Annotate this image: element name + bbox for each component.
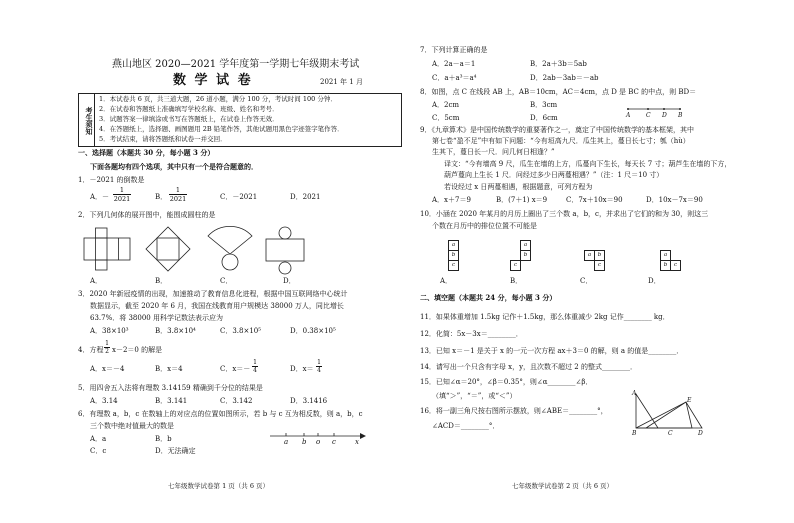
q2-label-a: A． (90, 277, 103, 285)
exam-date: 2021 年 1 月 (320, 78, 363, 86)
q7-option-c: C．a＋a³＝a⁴ (432, 74, 477, 82)
q9-option-a: A．x＋7＝9 (432, 196, 471, 204)
q5-option-b: B．3.141 (155, 397, 188, 405)
q10-label-b: B． (510, 277, 523, 285)
q1-denominator: 2021 (169, 195, 187, 203)
q10-line: 10．小涵在 2020 年某月的月历上圈出了三个数 a，b，c，并求出了它们的和为 30，则这三 (420, 210, 709, 218)
q8-point-c: C (646, 112, 651, 119)
notes-label: 考生须知 (79, 94, 95, 146)
q14: 14．请写出一个只含有字母 x，y，且次数不超过 2 的整式________． (420, 363, 637, 371)
q12: 12．化简：5x－3x＝________． (420, 330, 523, 338)
q1-numerator: 1 (175, 186, 181, 194)
note-item: 4．在答题纸上，选择题、画图题用 2B 铅笔作答，其他试题用黑色字迹签字笔作答． (99, 125, 344, 133)
q4-fraction-c: 1 4 (253, 359, 257, 374)
axis-label-a: a (284, 438, 289, 446)
note-item: 1．本试卷共 6 页，共三道大题，26 道小题，满分 100 分，考试时间 100 分钟． (99, 95, 337, 103)
q16-point-e: E (687, 397, 692, 404)
q4-fraction-d: 1 4 (317, 359, 321, 374)
q10-label-d: D． (648, 277, 661, 285)
section1-intro: 下面各题均有四个选项，其中只有一个是符合题意的． (90, 162, 258, 171)
q6-option-c: C．c (90, 447, 107, 455)
axis-label-o: o (316, 438, 321, 446)
q2-stem: 2．下列几何体的展开图中，能围成圆柱的是 (78, 211, 216, 219)
q4-option-d: D．x＝ (290, 365, 314, 373)
q8-option-c: C．5cm (432, 114, 460, 122)
section2-title: 二、填空题（本题共 24 分，每小题 3 分） (420, 293, 557, 302)
q6-line: 三个数中绝对值最大的数是 (90, 422, 174, 430)
q15-line2: （填“＞”，“＝”，或“＜”） (432, 392, 517, 400)
q2-label-d: D． (283, 277, 296, 285)
q9-line: 若设经过 x 日两蔓相遇，根据题意，可列方程为 (444, 183, 593, 191)
q8-option-d: D．6cm (530, 114, 558, 122)
q1-fraction-a (113, 186, 131, 203)
q1-stem: 1．－2021 的倒数是 (78, 176, 145, 184)
q2-figure-a (82, 226, 134, 274)
q5-option-a: A．3.14 (90, 397, 118, 405)
q3-option-c: C．3.8×10⁵ (220, 327, 262, 335)
q5-option-c: C．3.142 (220, 397, 253, 405)
subject-title: 数 学 试 卷 (173, 73, 253, 88)
q3-line: 数据显示，截至 2020 年 6 月，我国在线教育用户规模达 38000 万人，同比增长 (90, 302, 344, 310)
q4-fraction: 1 2 (105, 340, 109, 355)
q1-option-c: C．－2021 (220, 193, 258, 201)
q9-line: 第七卷“盈不足”中有如下问题：“今有垣高九尺．瓜生其上，蔓日长七寸；瓠（hù） (432, 137, 690, 145)
q2-label-c: C． (220, 277, 233, 285)
q3-option-a: A．38×10³ (90, 327, 129, 335)
q1-fraction-b (169, 186, 187, 203)
q2-figure-b (143, 226, 195, 274)
q8-point-d: D (662, 112, 667, 119)
q1-option-a: A．－ (90, 193, 110, 201)
q3-line: 3．2020 年新冠疫情的出现，加速推动了教育信息化进程，根据中国互联网络中心统计 (78, 290, 348, 298)
q9-line: 生其下，蔓日长一尺．问几何日相逢？” (432, 148, 555, 156)
q8-stem: 8．如图，点 C 在线段 AB 上，AB＝10cm，AC＝4cm，点 D 是 BC 的中点，则 BD＝ (420, 88, 697, 96)
q1-option-d: D．2021 (290, 193, 321, 201)
q6-line: 6．有理数 a，b，c 在数轴上的对应点的位置如图所示，若 b 与 c 互为相反数，则 a，b，c (78, 410, 363, 418)
q7-stem: 7．下列计算正确的是 (420, 46, 488, 54)
q8-option-b: B．3cm (530, 101, 558, 109)
exam-title: 燕山地区 2020—2021 学年度第一学期七年级期末考试 (112, 59, 360, 70)
q1-option-b: B． (155, 193, 168, 201)
q8-option-a: A．2cm (432, 101, 460, 109)
q16-point-a: A (632, 390, 637, 397)
q4-stem-post: x－2＝0 的解是 (112, 346, 163, 354)
q6-option-d: D．无法确定 (155, 447, 196, 455)
q3-option-d: D．0.38×10⁵ (290, 327, 336, 335)
q9-option-d: D．10x－7x＝90 (646, 196, 703, 204)
q15-line1: 15．已知∠α＝20°，∠β＝0.35°，则∠α________∠β． (420, 378, 593, 386)
exam-notes-box (78, 93, 402, 147)
q2-label-b: B． (155, 277, 168, 285)
q4-option-a: A．x＝－4 (90, 365, 125, 373)
q10-label-a: A． (440, 277, 453, 285)
q9-line: 译文：“今有墙高 9 尺，瓜生在墙的上方，瓜蔓向下生长，每天长 7 寸；葫芦生在墙的下方， (444, 160, 732, 168)
q16-point-c: C (668, 430, 673, 437)
q3-line: 63.7%．将 38000 用科学记数法表示应为 (90, 314, 223, 322)
q1-denominator: 2021 (113, 195, 131, 203)
q6-option-a: A．a (90, 435, 107, 443)
q5-stem: 5．用四舍五入法将有理数 3.14159 精确到千分位的结果是 (78, 384, 263, 392)
q16-point-b: B (632, 430, 637, 437)
q16-point-d: D (698, 430, 703, 437)
q2-figure-c (200, 224, 260, 276)
q7-option-a: A．2a－a＝1 (432, 60, 476, 68)
q10-label-c: C． (580, 277, 593, 285)
q6-option-b: B．b (155, 435, 172, 443)
q11: 11．如果体重增加 1.5kg 记作＋1.5kg，那么体重减少 2kg 记作________ kg． (420, 313, 670, 321)
q16-line1: 16．将一副三角尺按右图所示摆放，则∠ABE＝________°， (420, 407, 608, 415)
q9-line: 9．《九章算术》是中国传统数学的重要著作之一，奠定了中国传统数学的基本框架，其中 (420, 126, 694, 134)
axis-label-x: x (355, 438, 359, 446)
q2-figure-d (262, 226, 308, 276)
q16-triangle-figure (630, 388, 710, 436)
q8-point-b: B (678, 112, 683, 119)
note-item: 2．在试卷和答题纸上准确填写学校名称、班级、姓名和考号． (99, 105, 279, 113)
axis-label-c: c (332, 438, 336, 446)
q5-option-d: D．3.1416 (290, 397, 328, 405)
footer-left: 七年级数学试卷第 1 页（共 6 页） (168, 482, 270, 490)
q9-option-c: C．7x＋10x＝90 (566, 196, 623, 204)
q9-option-b: B．(7＋1) x＝9 (496, 196, 548, 204)
q13: 13．已知 x＝－1 是关于 x 的一元一次方程 ax＋3＝0 的解，则 a 的值是________． (420, 347, 684, 355)
q4-option-b: B．x＝4 (155, 365, 183, 373)
q1-numerator: 1 (119, 186, 125, 194)
q16-line2: ∠ACD＝________°． (432, 422, 500, 430)
q8-point-a: A (626, 112, 631, 119)
q4-stem-pre: 4．方程 (78, 346, 104, 354)
note-item: 3．试题答案一律填涂或书写在答题纸上，在试卷上作答无效． (99, 115, 279, 123)
q7-option-b: B．2a＋3b＝5ab (530, 60, 587, 68)
q8-segment-figure (624, 104, 684, 114)
section1-title: 一、选择题（本题共 30 分，每小题 3 分） (78, 148, 215, 157)
q4-option-c: C．x＝－ (220, 365, 251, 373)
footer-right: 七年级数学试卷第 2 页（共 6 页） (512, 482, 614, 490)
q3-option-b: B．3.8×10⁴ (155, 327, 196, 335)
note-item: 5．考试结束，请将答题纸和试卷一并交回． (99, 135, 227, 143)
q7-option-d: D．2ab－3ab＝－ab (530, 74, 599, 82)
q9-line: 葫芦蔓向上生长 1 尺．问经过多少日两蔓相遇？”（注：1 尺＝10 寸） (444, 171, 664, 179)
q10-line: 个数在月历中的排位位置不可能是 (432, 222, 537, 230)
axis-label-b: b (302, 438, 307, 446)
